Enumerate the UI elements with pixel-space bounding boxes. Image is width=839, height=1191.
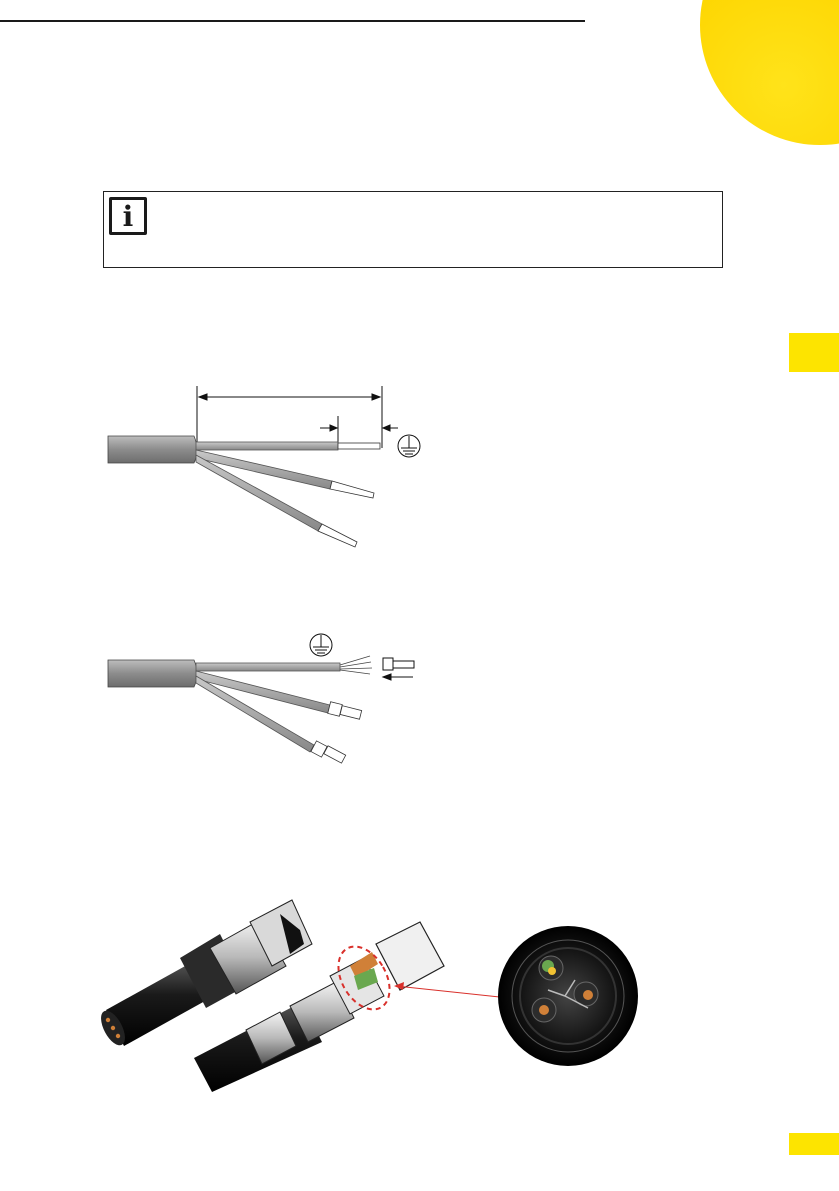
info-icon: i xyxy=(109,197,147,235)
connector-face-detail xyxy=(498,926,638,1066)
